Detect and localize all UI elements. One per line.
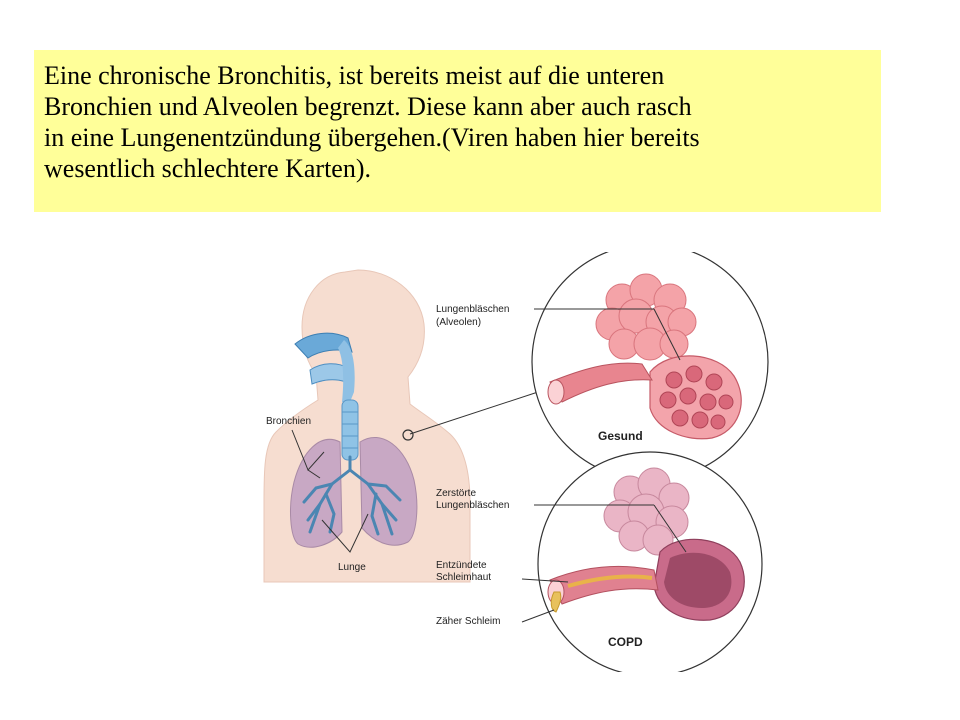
label-lungenblaeschen: Lungenbläschen	[436, 304, 510, 315]
label-zerstoerte: Zerstörte	[436, 488, 477, 499]
zoom-connector	[410, 392, 538, 434]
label-zaeher-schleim: Zäher Schleim	[436, 616, 501, 627]
healthy-panel	[532, 252, 768, 480]
damaged-alveoli-open	[654, 539, 744, 620]
text-line-1: Eine chronische Bronchitis, ist bereits meist auf die unteren	[44, 61, 665, 90]
label-schleimhaut: Schleimhaut	[436, 572, 492, 583]
label-copd: COPD	[608, 635, 643, 649]
explanation-box	[34, 50, 881, 212]
label-bronchien: Bronchien	[266, 416, 312, 427]
copd-diagram	[250, 252, 780, 672]
label-zerstoerte-lungenblaeschen: Lungenbläschen	[436, 500, 510, 511]
label-entzuendete: Entzündete	[436, 560, 487, 571]
trachea	[342, 400, 358, 460]
label-alveolen: (Alveolen)	[436, 317, 482, 328]
text-line-2: Bronchien und Alveolen begrenzt. Diese kann aber auch rasch	[44, 92, 692, 121]
text-line-4: wesentlich schlechtere Karten).	[44, 154, 372, 183]
label-lunge: Lunge	[338, 562, 366, 573]
text-line-3: in eine Lungenentzündung übergehen.(Viren haben hier bereits	[44, 123, 700, 152]
healthy-alveoli-open	[650, 356, 741, 439]
label-gesund: Gesund	[598, 429, 643, 443]
